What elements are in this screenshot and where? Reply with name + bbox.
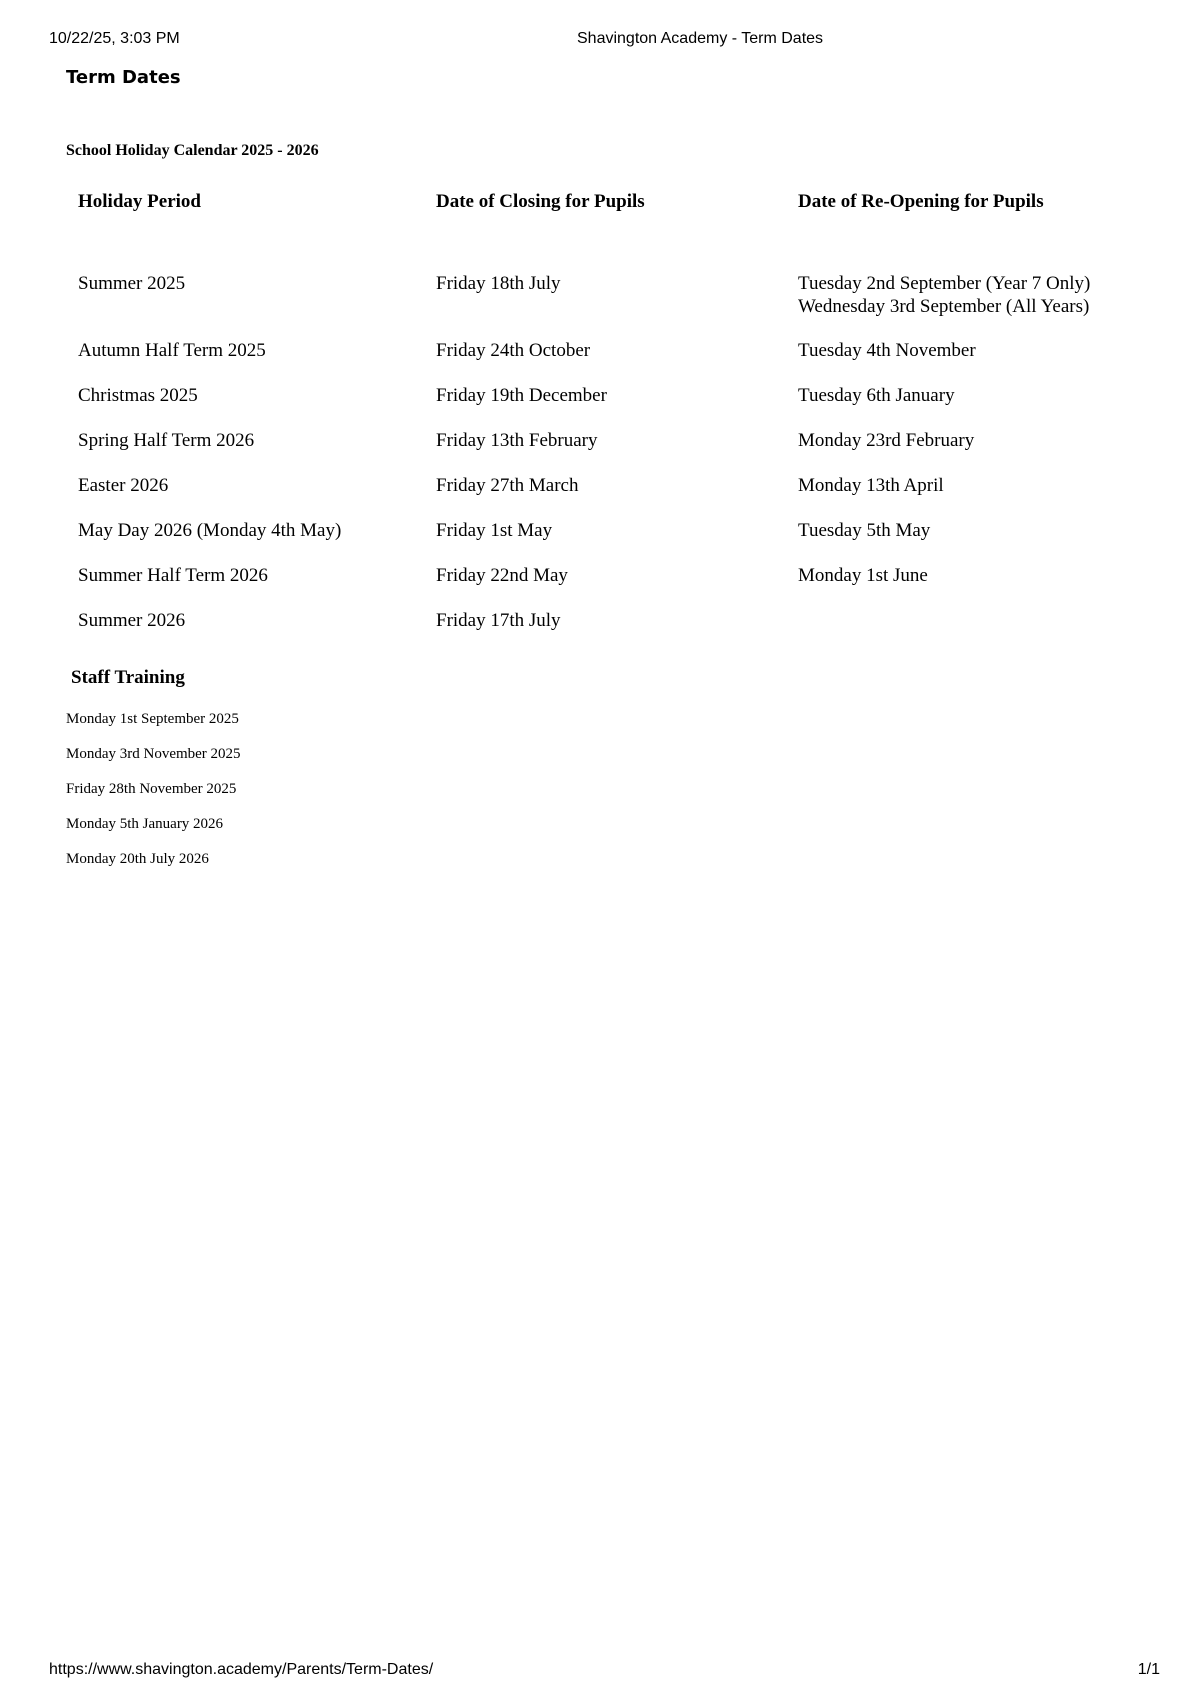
closing-date-cell: Friday 22nd May	[436, 565, 568, 586]
print-date-time: 10/22/25, 3:03 PM	[49, 30, 180, 47]
holiday-period-cell: Summer 2025	[78, 273, 186, 294]
closing-date-cell: Friday 13th February	[436, 430, 598, 451]
reopening-date-cell: Tuesday 5th May	[798, 520, 931, 541]
table-row	[78, 272, 1138, 339]
table-row	[78, 519, 1138, 564]
column-header-reopening-date: Date of Re-Opening for Pupils	[798, 191, 1044, 212]
closing-date-cell: Friday 19th December	[436, 385, 607, 406]
column-header-closing-date: Date of Closing for Pupils	[436, 191, 645, 212]
holiday-period-cell: May Day 2026 (Monday 4th May)	[78, 520, 342, 541]
calendar-title: School Holiday Calendar 2025 - 2026	[66, 142, 319, 159]
page-title: Term Dates	[66, 67, 181, 88]
list-item: Monday 5th January 2026	[66, 816, 224, 832]
table-row	[78, 384, 1138, 429]
print-window-title: Shavington Academy - Term Dates	[577, 30, 824, 47]
closing-date-cell: Friday 1st May	[436, 520, 553, 541]
closing-date-cell: Friday 27th March	[436, 475, 579, 496]
page-number: 1/1	[1137, 1661, 1160, 1678]
table-row	[78, 429, 1138, 474]
list-item: Monday 20th July 2026	[66, 851, 209, 867]
holiday-period-cell: Summer Half Term 2026	[78, 565, 268, 586]
table-header-row	[78, 190, 1138, 272]
table-row	[78, 564, 1138, 609]
reopening-date-line: Tuesday 2nd September (Year 7 Only)	[798, 273, 1091, 294]
reopening-date-cell: Tuesday 4th November	[798, 340, 976, 361]
reopening-date-cell: Tuesday 6th January	[798, 385, 955, 406]
reopening-date-cell: Monday 23rd February	[798, 430, 975, 451]
table-row	[78, 609, 1138, 654]
column-header-holiday-period: Holiday Period	[78, 191, 201, 212]
print-header	[49, 30, 1151, 50]
reopening-date-cell: Monday 13th April	[798, 475, 944, 496]
page-url: https://www.shavington.academy/Parents/Term-Dates/	[49, 1661, 434, 1678]
staff-training-list	[66, 710, 241, 885]
holiday-period-cell: Christmas 2025	[78, 385, 198, 406]
list-item: Friday 28th November 2025	[66, 781, 237, 797]
holiday-period-cell: Easter 2026	[78, 475, 169, 496]
closing-date-cell: Friday 24th October	[436, 340, 591, 361]
reopening-date-line: Wednesday 3rd September (All Years)	[798, 296, 1090, 317]
holiday-period-cell: Spring Half Term 2026	[78, 430, 255, 451]
reopening-date-cell: Monday 1st June	[798, 565, 928, 586]
closing-date-cell: Friday 18th July	[436, 273, 561, 294]
table-row	[78, 474, 1138, 519]
list-item: Monday 3rd November 2025	[66, 746, 241, 762]
holiday-table	[78, 190, 1138, 654]
closing-date-cell: Friday 17th July	[436, 610, 561, 631]
holiday-period-cell: Summer 2026	[78, 610, 186, 631]
print-footer	[49, 1661, 1160, 1681]
reopening-date-cell	[798, 272, 1090, 318]
holiday-period-cell: Autumn Half Term 2025	[78, 340, 266, 361]
list-item: Monday 1st September 2025	[66, 711, 239, 727]
staff-training-title: Staff Training	[71, 667, 185, 688]
table-row	[78, 339, 1138, 384]
